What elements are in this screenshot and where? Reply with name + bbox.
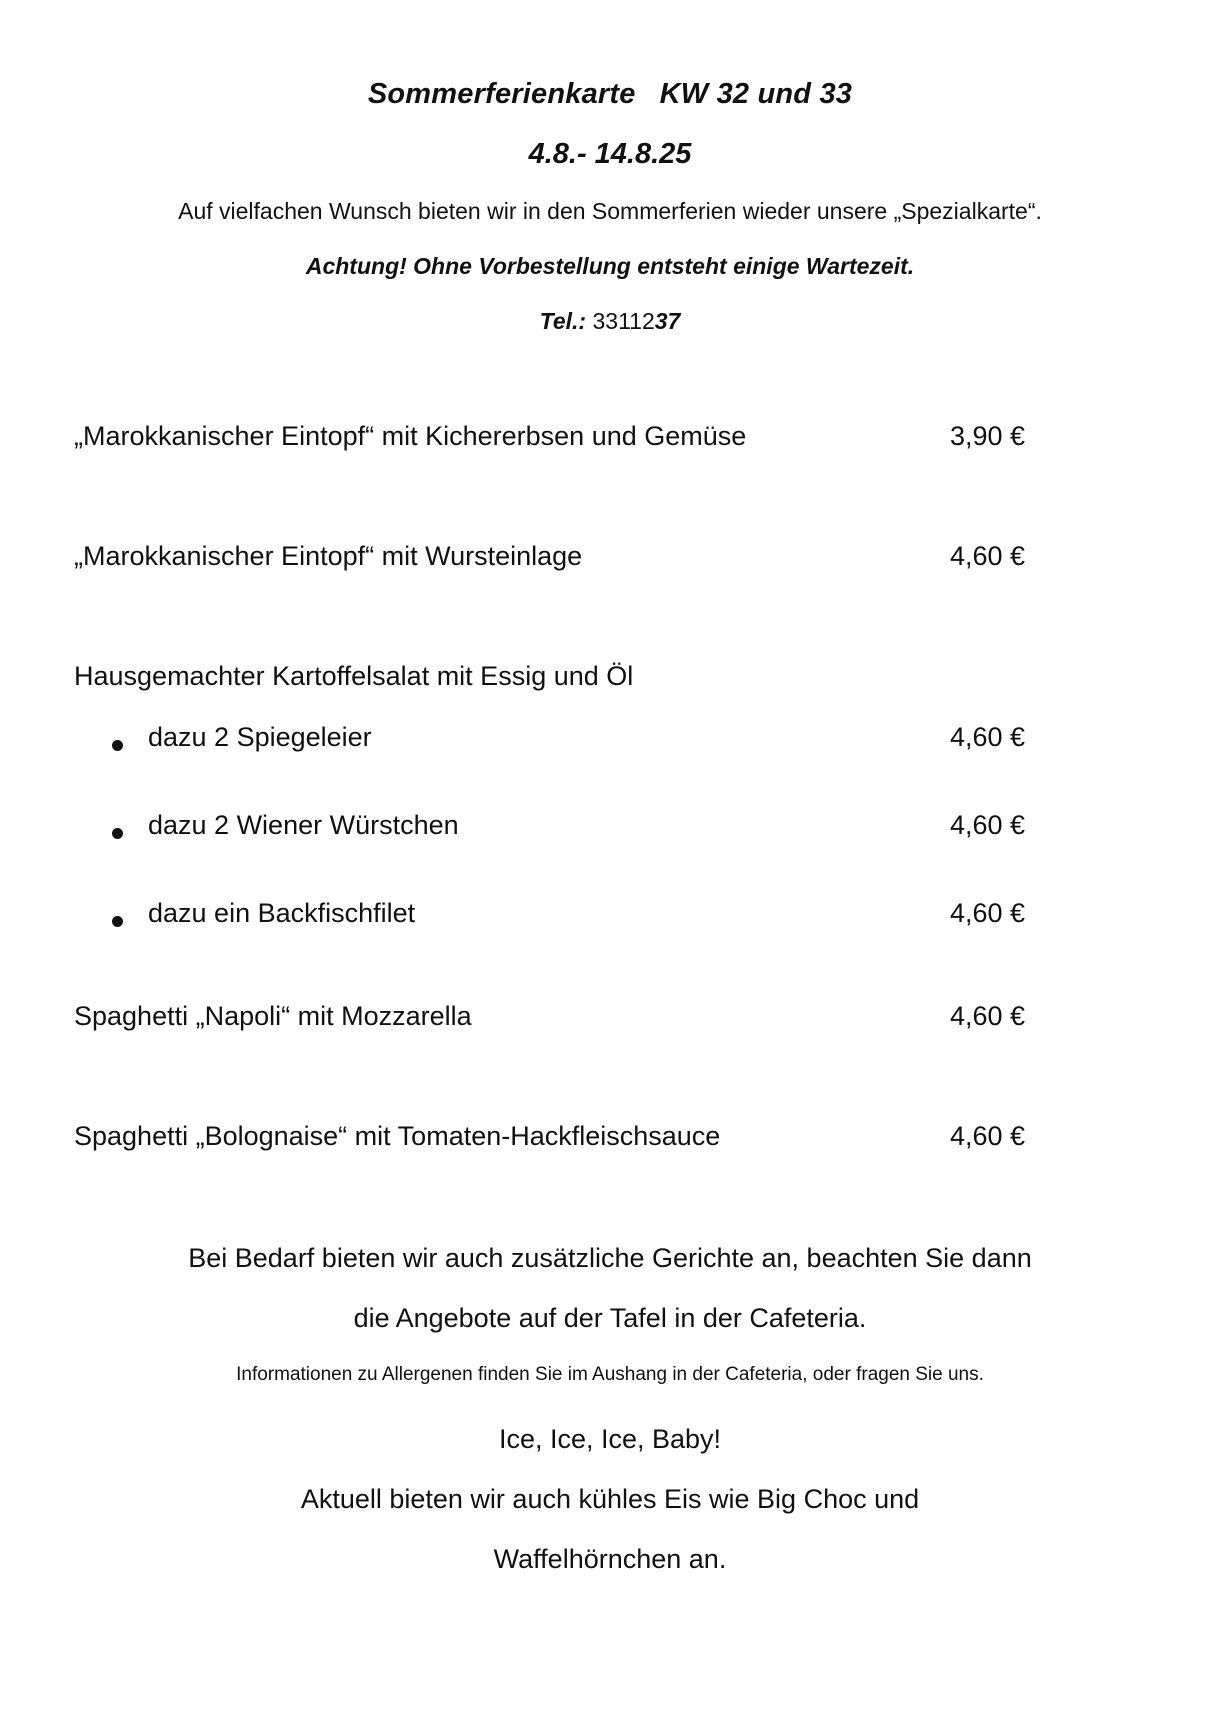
ice-cream-text-cont: Waffelhörnchen an. xyxy=(493,1544,727,1574)
menu-item-name: „Marokkanischer Eintopf“ mit Kichererbsen und Gemüse xyxy=(74,421,747,451)
phone-number-main: 33112 xyxy=(586,308,655,334)
menu-item-name: „Marokkanischer Eintopf“ mit Wursteinlage xyxy=(74,541,583,571)
menu-option-name: dazu ein Backfischfilet xyxy=(148,898,416,928)
page-title xyxy=(0,78,1220,111)
menu-item-price: 4,60 € xyxy=(950,1121,1026,1151)
phone-number-emph: 37 xyxy=(654,308,681,334)
bullet-icon xyxy=(112,740,123,751)
menu-item-price: 3,90 € xyxy=(950,421,1026,451)
menu-option-price: 4,60 € xyxy=(950,898,1026,928)
phone-label: Tel.: xyxy=(539,308,587,334)
bullet-icon xyxy=(112,828,123,839)
title-text: Sommerferienkarte xyxy=(367,78,636,110)
title-week: KW 32 und 33 xyxy=(659,78,853,110)
phone-line xyxy=(0,308,1220,335)
menu-item-name: Hausgemachter Kartoffelsalat mit Essig und Öl xyxy=(74,661,634,691)
additional-dishes-note: Bei Bedarf bieten wir auch zusätzliche Gerichte an, beachten Sie dann xyxy=(188,1243,1032,1273)
menu-option-name: dazu 2 Spiegeleier xyxy=(148,722,372,752)
menu-option-name: dazu 2 Wiener Würstchen xyxy=(148,810,459,840)
menu-item-price: 4,60 € xyxy=(950,1001,1026,1031)
additional-dishes-note-cont: die Angebote auf der Tafel in der Cafeteria. xyxy=(353,1303,867,1333)
menu-item-price: 4,60 € xyxy=(950,541,1026,571)
bullet-icon xyxy=(112,916,123,927)
intro-text: Auf vielfachen Wunsch bieten wir in den Sommerferien wieder unsere „Spezialkarte“. xyxy=(178,198,1042,224)
allergen-note: Informationen zu Allergenen finden Sie im Aushang in der Cafeteria, oder fragen Sie uns. xyxy=(236,1364,984,1385)
menu-item-name: Spaghetti „Napoli“ mit Mozzarella xyxy=(74,1001,472,1031)
menu-option-price: 4,60 € xyxy=(950,810,1026,840)
menu-item-name: Spaghetti „Bolognaise“ mit Tomaten-Hackfleischsauce xyxy=(74,1121,721,1151)
date-range: 4.8.- 14.8.25 xyxy=(528,138,692,170)
warning-text: Achtung! Ohne Vorbestellung entsteht einige Wartezeit. xyxy=(305,253,915,279)
ice-cream-heading: Ice, Ice, Ice, Baby! xyxy=(498,1424,722,1454)
ice-cream-text: Aktuell bieten wir auch kühles Eis wie Big Choc und xyxy=(300,1484,920,1514)
menu-option-price: 4,60 € xyxy=(950,722,1026,752)
